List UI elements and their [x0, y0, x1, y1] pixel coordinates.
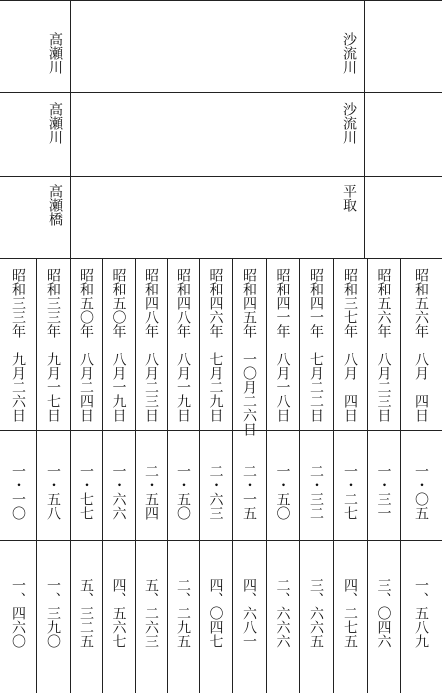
- record-column: [135, 258, 167, 693]
- record-value2: 四、二七五: [342, 578, 358, 648]
- record-era: 昭和五六年: [413, 268, 429, 338]
- record-date: 八月一八日: [274, 352, 291, 422]
- record-column: [299, 258, 333, 693]
- record-column: [367, 258, 400, 693]
- record-value1: 一・五八: [45, 464, 61, 520]
- record-value1: 二・六三: [207, 464, 224, 520]
- record-era: 昭和四一年: [308, 268, 324, 338]
- upper-right-label: 沙流川: [341, 32, 357, 74]
- upper-right-label: 平取: [341, 184, 357, 212]
- rule-upper-right-col: [364, 0, 365, 258]
- record-era: 昭和四八年: [175, 268, 191, 338]
- record-value2: 一、三九〇: [45, 578, 61, 648]
- record-value2: 一、四六〇: [10, 578, 26, 648]
- record-column: [70, 258, 102, 693]
- record-column: [333, 258, 367, 693]
- record-date: 八月 四日: [413, 352, 429, 422]
- upper-right-label: 沙流川: [341, 102, 357, 144]
- record-value1: 一・〇五: [413, 464, 429, 520]
- record-date: 八月一九日: [175, 352, 191, 422]
- record-value1: 一・五〇: [175, 464, 191, 520]
- record-date: 八月一九日: [110, 352, 127, 422]
- record-column: [0, 258, 36, 693]
- record-value1: 一・二七: [342, 464, 358, 520]
- rule-upper-row-1: [0, 92, 442, 93]
- upper-left-label: 高瀬川: [47, 102, 63, 144]
- upper-left-label: 高瀬橋: [47, 184, 63, 226]
- record-value2: 三、〇四六: [375, 578, 392, 648]
- record-era: 昭和五〇年: [110, 268, 127, 338]
- record-era: 昭和四五年: [241, 268, 257, 338]
- record-era: 昭和三三年: [10, 268, 26, 338]
- record-value1: 二・三二: [308, 464, 324, 520]
- record-value1: 一・三一: [375, 464, 392, 520]
- record-date: 八月 四日: [342, 352, 358, 422]
- record-date: 七月二二日: [308, 352, 324, 422]
- record-column: [36, 258, 70, 693]
- record-column: [167, 258, 199, 693]
- record-era: 昭和四八年: [143, 268, 159, 338]
- record-value2: 二、六六六: [274, 578, 291, 648]
- record-value2: 三、六六五: [308, 578, 324, 648]
- record-date: 八月二三日: [143, 352, 159, 422]
- record-era: 昭和三三年: [45, 268, 61, 338]
- record-era: 昭和五〇年: [78, 268, 94, 338]
- record-value2: 一、五八九: [413, 578, 429, 648]
- record-column: [102, 258, 135, 693]
- record-value2: 五、二六三: [143, 578, 159, 648]
- rule-upper-row-2: [0, 176, 442, 177]
- upper-left-label: 高瀬川: [47, 32, 63, 74]
- record-value1: 一・五〇: [274, 464, 291, 520]
- record-column: [266, 258, 299, 693]
- record-era: 昭和五六年: [375, 268, 392, 338]
- record-column: [199, 258, 232, 693]
- record-column: [400, 258, 442, 693]
- record-value2: 五、三二五: [78, 578, 94, 648]
- record-date: 七月二九日: [207, 352, 224, 422]
- record-date: 九月二六日: [10, 352, 26, 422]
- record-value1: 一・六六: [110, 464, 127, 520]
- record-date: 八月二三日: [375, 352, 392, 422]
- record-value2: 四、六八一: [241, 578, 257, 648]
- rule-upper-left-col: [70, 0, 71, 258]
- record-value1: 一・一〇: [10, 464, 26, 520]
- record-column: [232, 258, 266, 693]
- record-value2: 四、〇四七: [207, 578, 224, 648]
- record-value1: 二・五四: [143, 464, 159, 520]
- record-value1: 二・一五: [241, 464, 257, 520]
- record-date: 八月二四日: [78, 352, 94, 422]
- record-era: 昭和四六年: [207, 268, 224, 338]
- record-value2: 二、二九五: [175, 578, 191, 648]
- record-date: 一〇月二六日: [241, 352, 257, 436]
- record-value2: 四、五六七: [110, 578, 127, 648]
- record-date: 九月一七日: [45, 352, 61, 422]
- record-era: 昭和四一年: [274, 268, 291, 338]
- record-value1: 一・七七: [78, 464, 94, 520]
- rule-top: [0, 0, 442, 1]
- record-era: 昭和三七年: [342, 268, 358, 338]
